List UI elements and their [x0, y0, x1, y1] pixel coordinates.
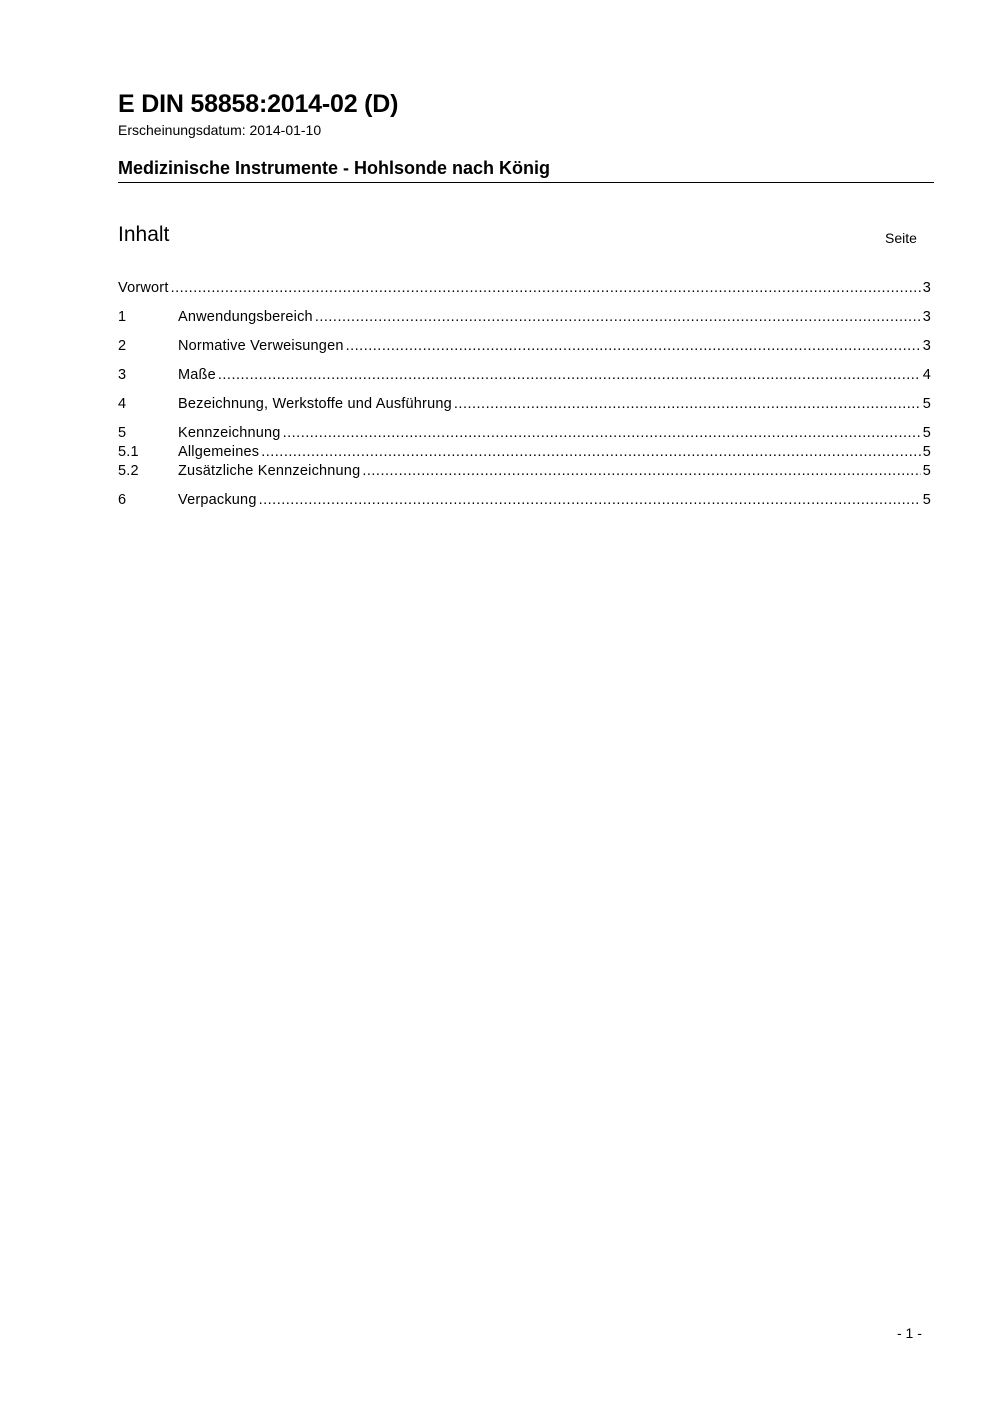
toc-entry-number: 5: [118, 425, 127, 441]
toc-entry-number: 5.2: [118, 463, 139, 479]
toc-entry-page: 5: [922, 425, 931, 441]
toc-entry-text: Allgemeines: [178, 444, 260, 460]
toc-entry-number: 5.1: [118, 444, 139, 460]
toc-entry-page: 4: [922, 367, 931, 383]
toc-entry-number: 1: [118, 309, 127, 325]
toc-entry-text: Kennzeichnung: [178, 425, 281, 441]
toc-entry-text: Vorwort: [118, 280, 169, 296]
toc-entry-page: 3: [922, 309, 931, 325]
toc-leader-dots: [171, 279, 921, 297]
toc-page-label: Seite: [885, 230, 917, 246]
toc-entry-anwendungsbereich[interactable]: [118, 308, 931, 326]
document-id: E DIN 58858:2014-02 (D): [118, 90, 399, 118]
document-title: Medizinische Instrumente - Hohlsonde nach König: [118, 158, 934, 183]
toc-entry-text: Anwendungsbereich: [178, 309, 313, 325]
toc-entry-zusaetzliche-kennzeichnung[interactable]: [118, 462, 931, 480]
toc-leader-dots: [261, 443, 921, 461]
toc-entry-allgemeines[interactable]: [118, 443, 931, 461]
toc-entry-page: 3: [922, 338, 931, 354]
toc-leader-dots: [259, 491, 921, 509]
toc-entry-text: Bezeichnung, Werkstoffe und Ausführung: [178, 396, 452, 412]
toc-entry-text: Zusätzliche Kennzeichnung: [178, 463, 361, 479]
toc-entry-number: 6: [118, 492, 127, 508]
toc-entry-text: Verpackung: [178, 492, 257, 508]
toc-heading: Inhalt: [118, 223, 170, 246]
toc-leader-dots: [362, 462, 920, 480]
toc-entry-number: 3: [118, 367, 127, 383]
toc-leader-dots: [283, 424, 921, 442]
toc-entry-text: Maße: [178, 367, 216, 383]
toc-entry-page: 5: [922, 444, 931, 460]
toc-entry-vorwort[interactable]: [118, 279, 931, 297]
toc-leader-dots: [315, 308, 921, 326]
toc-entry-page: 3: [922, 280, 931, 296]
toc-leader-dots: [346, 337, 921, 355]
publication-date: Erscheinungsdatum: 2014-01-10: [118, 122, 322, 138]
toc-entry-text: Normative Verweisungen: [178, 338, 344, 354]
toc-entry-normative-verweisungen[interactable]: [118, 337, 931, 355]
toc-leader-dots: [454, 395, 921, 413]
toc-leader-dots: [218, 366, 921, 384]
toc-entry-verpackung[interactable]: [118, 491, 931, 509]
toc-entry-number: 2: [118, 338, 127, 354]
toc-entry-page: 5: [922, 463, 931, 479]
toc-entry-number: 4: [118, 396, 127, 412]
page-number: - 1 -: [897, 1325, 922, 1341]
toc-entry-page: 5: [922, 396, 931, 412]
toc-entry-kennzeichnung[interactable]: [118, 424, 931, 442]
toc-entry-masse[interactable]: [118, 366, 931, 384]
toc-entry-page: 5: [922, 492, 931, 508]
toc-entry-bezeichnung[interactable]: [118, 395, 931, 413]
